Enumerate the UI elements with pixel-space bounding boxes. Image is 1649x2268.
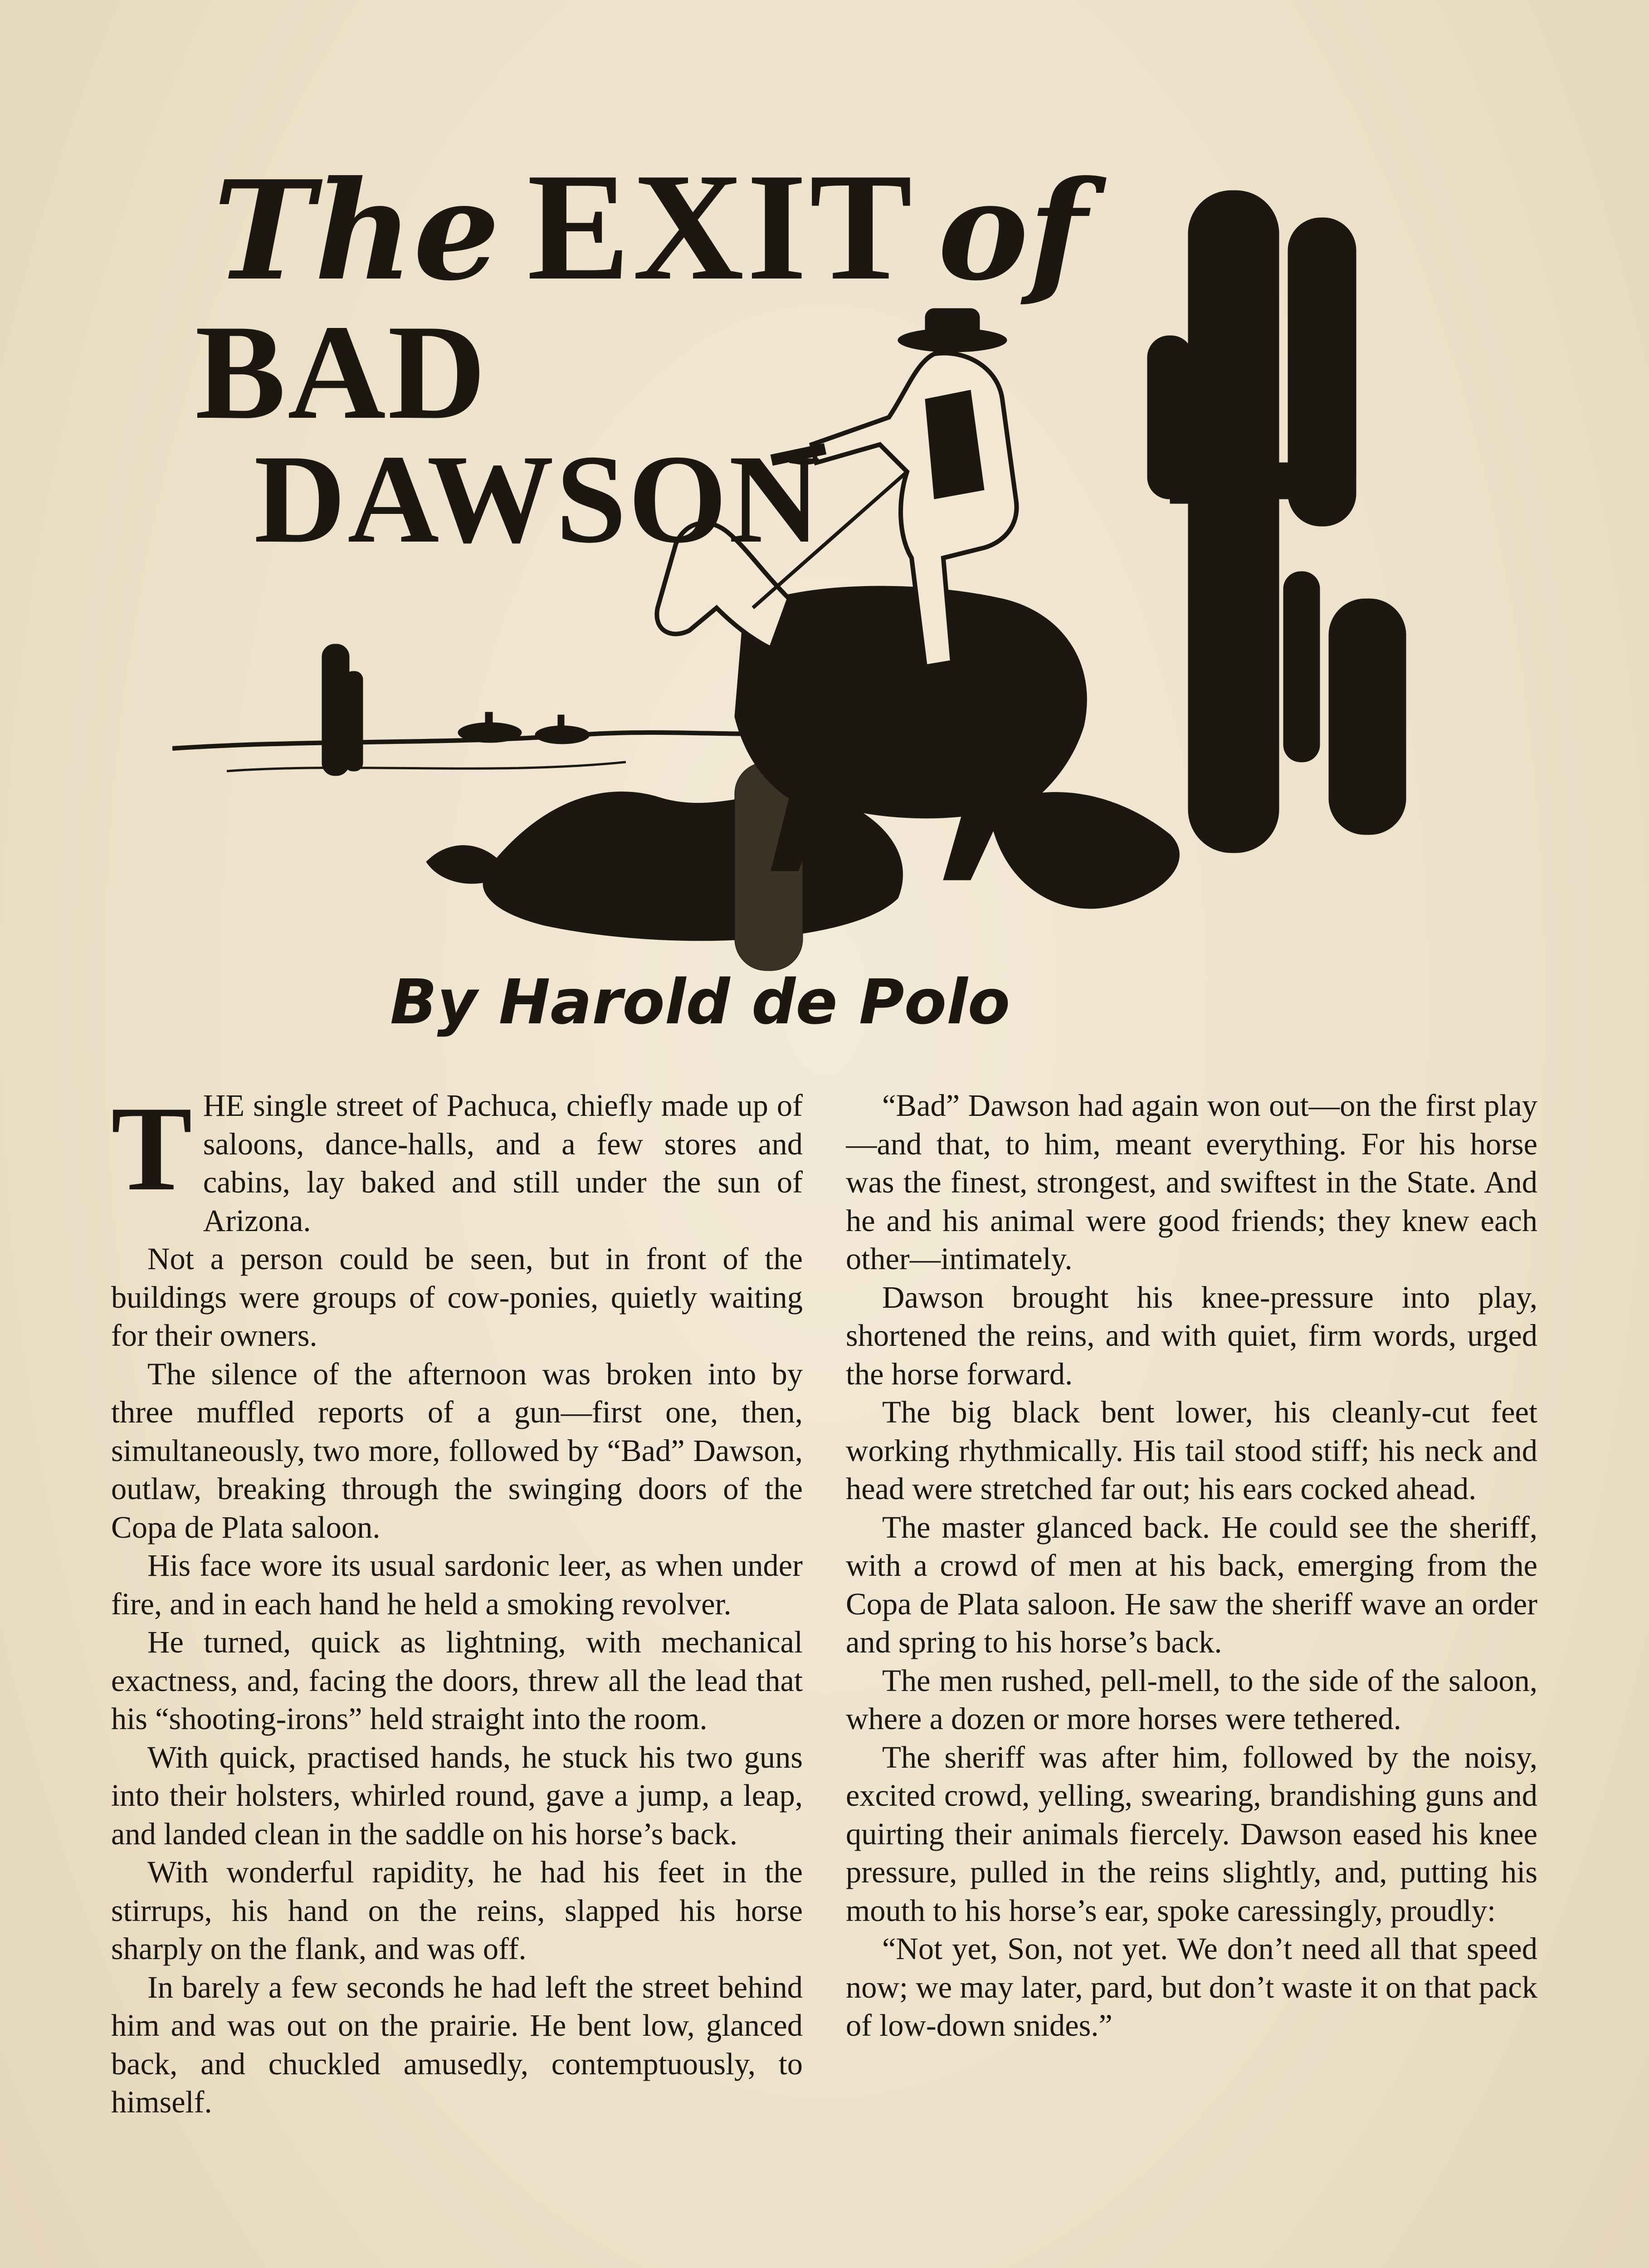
paragraph: He turned, quick as lightning, with mechanical exactness, and, facing the doors, threw all the lead that his “shooting-irons” held straight into the room. xyxy=(111,1625,803,1736)
paragraph: “Bad” Dawson had again won out—on the first play—and that, to him, meant everything. For his horse was the finest, strongest, and swiftest in the State. And he and his animal were good friends; they knew each other—intimately. xyxy=(846,1088,1537,1276)
title-the: The xyxy=(213,151,500,311)
article-first-paragraph xyxy=(111,1086,803,1240)
paragraph: “Not yet, Son, not yet. We don’t need all that speed now; we may later, pard, but don’t waste it on that pack of low-down snides.” xyxy=(846,1931,1537,2043)
article-column-left xyxy=(111,1086,803,2268)
paragraph: The silence of the afternoon was broken into by three muffled reports of a gun—first one, then, simultaneously, two more, followed by “Bad” Dawson, outlaw, breaking through the swinging doors of the Copa de Plata saloon. xyxy=(111,1356,803,1545)
paragraph: The big black bent lower, his cleanly-cut feet working rhythmically. His tail stood stiff; his neck and head were stretched far out; his ears cocked ahead. xyxy=(846,1395,1537,1506)
article-title-line-1 xyxy=(213,132,1211,322)
paragraph: With quick, practised hands, he stuck his two guns into their holsters, whirled round, gave a jump, a leap, and landed clean in the saddle on his horse’s back. xyxy=(111,1740,803,1851)
title-dawson: DAWSON xyxy=(254,428,823,569)
drop-cap: T xyxy=(111,1086,192,1216)
title-of: of xyxy=(937,151,1087,311)
author-byline: By Harold de Polo xyxy=(390,967,1010,1038)
paragraph: The sheriff was after him, followed by the noisy, excited crowd, yelling, swearing, brandishing guns and quirting their animals fiercely. Dawson eased his knee pressure, pulled in the reins slightly, and, putting his mouth to his horse’s ear, spoke caressingly, proudly: xyxy=(846,1740,1537,1928)
paragraph: The master glanced back. He could see the sheriff, with a crowd of men at his back, emerging from the Copa de Plata saloon. He saw the sheriff wave an order and spring to his horse’s back. xyxy=(846,1510,1537,1659)
title-exit: EXIT xyxy=(527,141,915,312)
paragraph: Dawson brought his knee-pressure into play, shortened the reins, and with quiet, firm words, urged the horse forward. xyxy=(846,1280,1537,1391)
first-paragraph-text: HE single street of Pachuca, chiefly made up of saloons, dance-halls, and a few stores and cabins, lay baked and still under the sun of Arizona. xyxy=(203,1088,803,1238)
paragraph: His face wore its usual sardonic leer, as when under fire, and in each hand he held a smoking revolver. xyxy=(111,1548,803,1621)
title-bad: BAD xyxy=(195,297,488,447)
paragraph: In barely a few seconds he had left the street behind him and was out on the prairie. He bent low, glanced back, and chuckled amusedly, contemptuously, to himself. xyxy=(111,1970,803,2119)
paragraph: With wonderful rapidity, he had his feet in the stirrups, his hand on the reins, slapped his horse sharply on the flank, and was off. xyxy=(111,1855,803,1966)
paragraph: The men rushed, pell-mell, to the side of the saloon, where a dozen or more horses were tethered. xyxy=(846,1663,1537,1736)
paragraph: Not a person could be seen, but in front of the buildings were groups of cow-ponies, quietly waiting for their owners. xyxy=(111,1242,803,1353)
article-column-right xyxy=(846,1086,1537,2268)
